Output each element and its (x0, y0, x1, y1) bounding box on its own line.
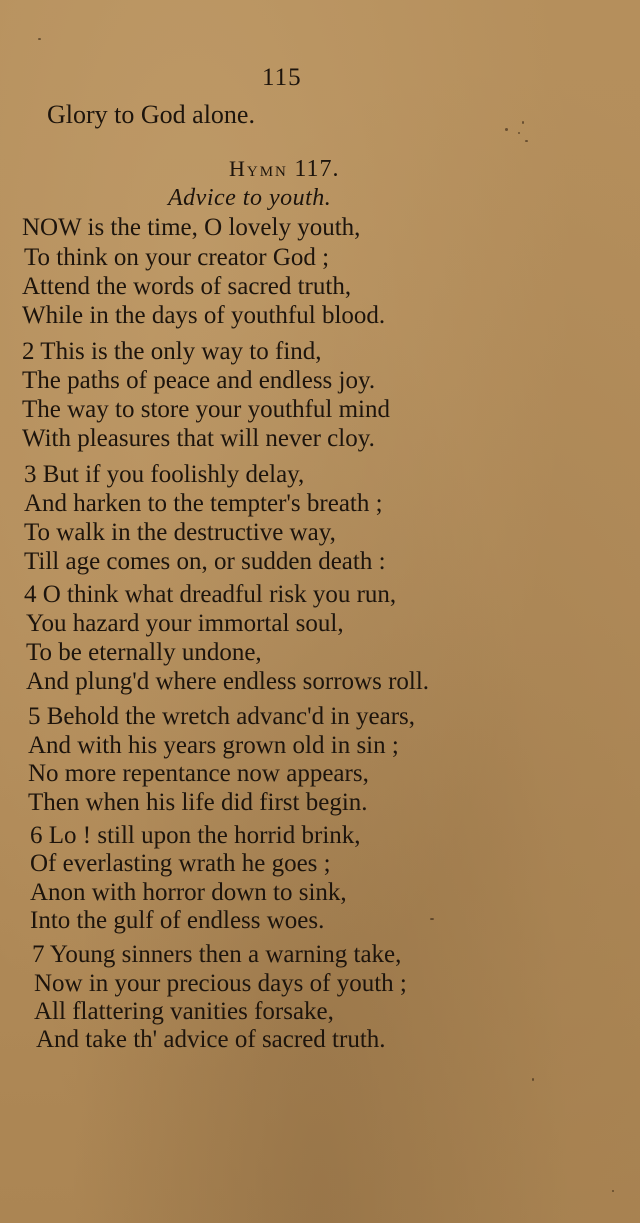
paper-speck (518, 132, 520, 134)
verse-1-line-3: Attend the words of sacred truth, (22, 273, 352, 300)
verse-5-line-4: Then when his life did first begin. (28, 789, 368, 816)
verse-7-line-1: 7 Young sinners then a warning take, (32, 941, 402, 968)
verse-4-line-1: 4 O think what dreadful risk you run, (24, 581, 397, 608)
verse-2-line-2: The paths of peace and endless joy. (22, 367, 376, 394)
verse-4-line-2: You hazard your immortal soul, (26, 610, 344, 637)
verse-2-line-1: 2 This is the only way to find, (22, 338, 322, 365)
paper-speck (38, 38, 41, 40)
verse-4-line-3: To be eternally undone, (26, 639, 262, 666)
verse-3-line-3: To walk in the destructive way, (24, 519, 336, 546)
hymn-label: Hymn (229, 156, 288, 181)
verse-1-line-1: NOW is the time, O lovely youth, (22, 214, 361, 241)
verse-4-line-4: And plung'd where endless sorrows roll. (26, 668, 430, 695)
hymn-heading (229, 156, 340, 183)
verse-5-line-1: 5 Behold the wretch advanc'd in years, (28, 703, 416, 730)
verse-3-line-4: Till age comes on, or sudden death : (24, 548, 386, 575)
verse-1-line-2: To think on your creator God ; (24, 244, 330, 271)
verse-7-line-3: All flattering vanities forsake, (34, 998, 334, 1025)
preceding-hymn-closing-line: Glory to God alone. (47, 100, 255, 129)
paper-speck (505, 128, 508, 131)
verse-7-line-2: Now in your precious days of youth ; (34, 970, 407, 997)
verse-3-line-1: 3 But if you foolishly delay, (24, 461, 305, 488)
verse-2-line-3: The way to store your youthful mind (22, 396, 390, 423)
verse-1-line-4: While in the days of youthful blood. (22, 302, 386, 329)
verse-6-line-3: Anon with horror down to sink, (30, 879, 347, 906)
verse-3-line-2: And harken to the tempter's breath ; (24, 490, 383, 517)
paper-speck (612, 1190, 614, 1192)
verse-6-line-2: Of everlasting wrath he goes ; (30, 850, 331, 877)
paper-speck (525, 140, 528, 142)
paper-speck (532, 1078, 534, 1081)
hymn-subtitle: Advice to youth. (168, 185, 332, 211)
verse-5-line-2: And with his years grown old in sin ; (28, 732, 399, 759)
verse-7-line-4: And take th' advice of sacred truth. (36, 1026, 386, 1053)
paper-speck (430, 918, 434, 920)
hymn-number: 117. (294, 156, 340, 182)
verse-6-line-1: 6 Lo ! still upon the horrid brink, (30, 822, 361, 849)
verse-5-line-3: No more repentance now appears, (28, 760, 369, 787)
page-number: 115 (262, 64, 302, 91)
verse-2-line-4: With pleasures that will never cloy. (22, 425, 375, 452)
verse-6-line-4: Into the gulf of endless woes. (30, 907, 325, 934)
paper-speck (522, 121, 524, 124)
